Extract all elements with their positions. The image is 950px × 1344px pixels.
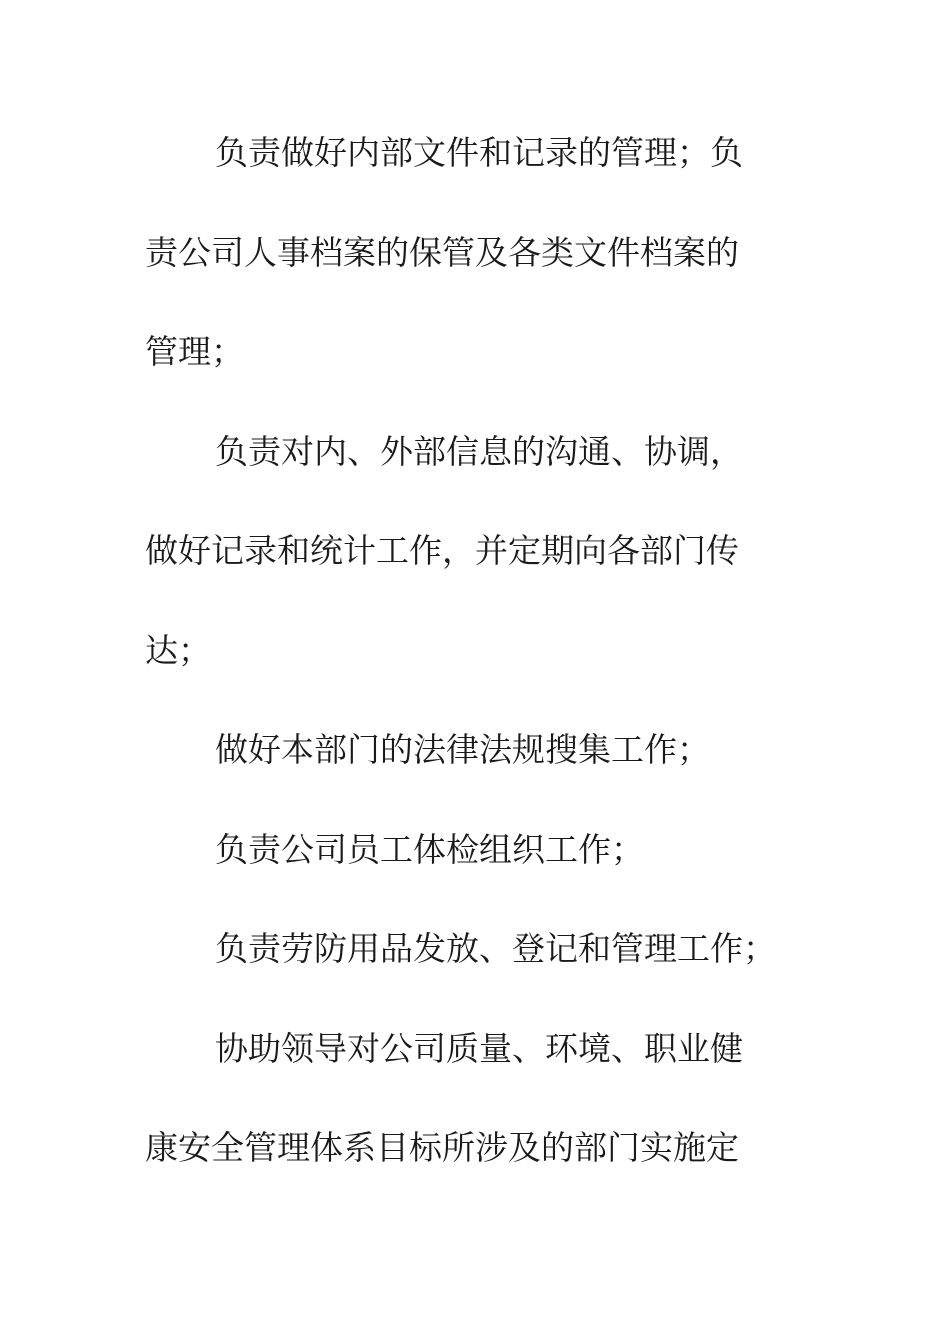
text-line: 负责做好内部文件和记录的管理；负: [215, 133, 743, 172]
text-line: 责公司人事档案的保管及各类文件档案的: [145, 233, 739, 272]
text-line: 负责公司员工体检组织工作；: [215, 830, 644, 869]
text-line: 管理；: [145, 332, 244, 371]
text-line: 做好本部门的法律法规搜集工作；: [215, 730, 710, 769]
text-line: 协助领导对公司质量、环境、职业健: [215, 1029, 743, 1068]
text-line: 做好记录和统计工作，并定期向各部门传: [145, 531, 739, 570]
text-line: 达；: [145, 631, 211, 670]
text-line: 康安全管理体系目标所涉及的部门实施定: [145, 1128, 739, 1167]
text-line: 负责对内、外部信息的沟通、协调，: [215, 432, 743, 471]
text-line: 负责劳防用品发放、登记和管理工作；: [215, 929, 776, 968]
